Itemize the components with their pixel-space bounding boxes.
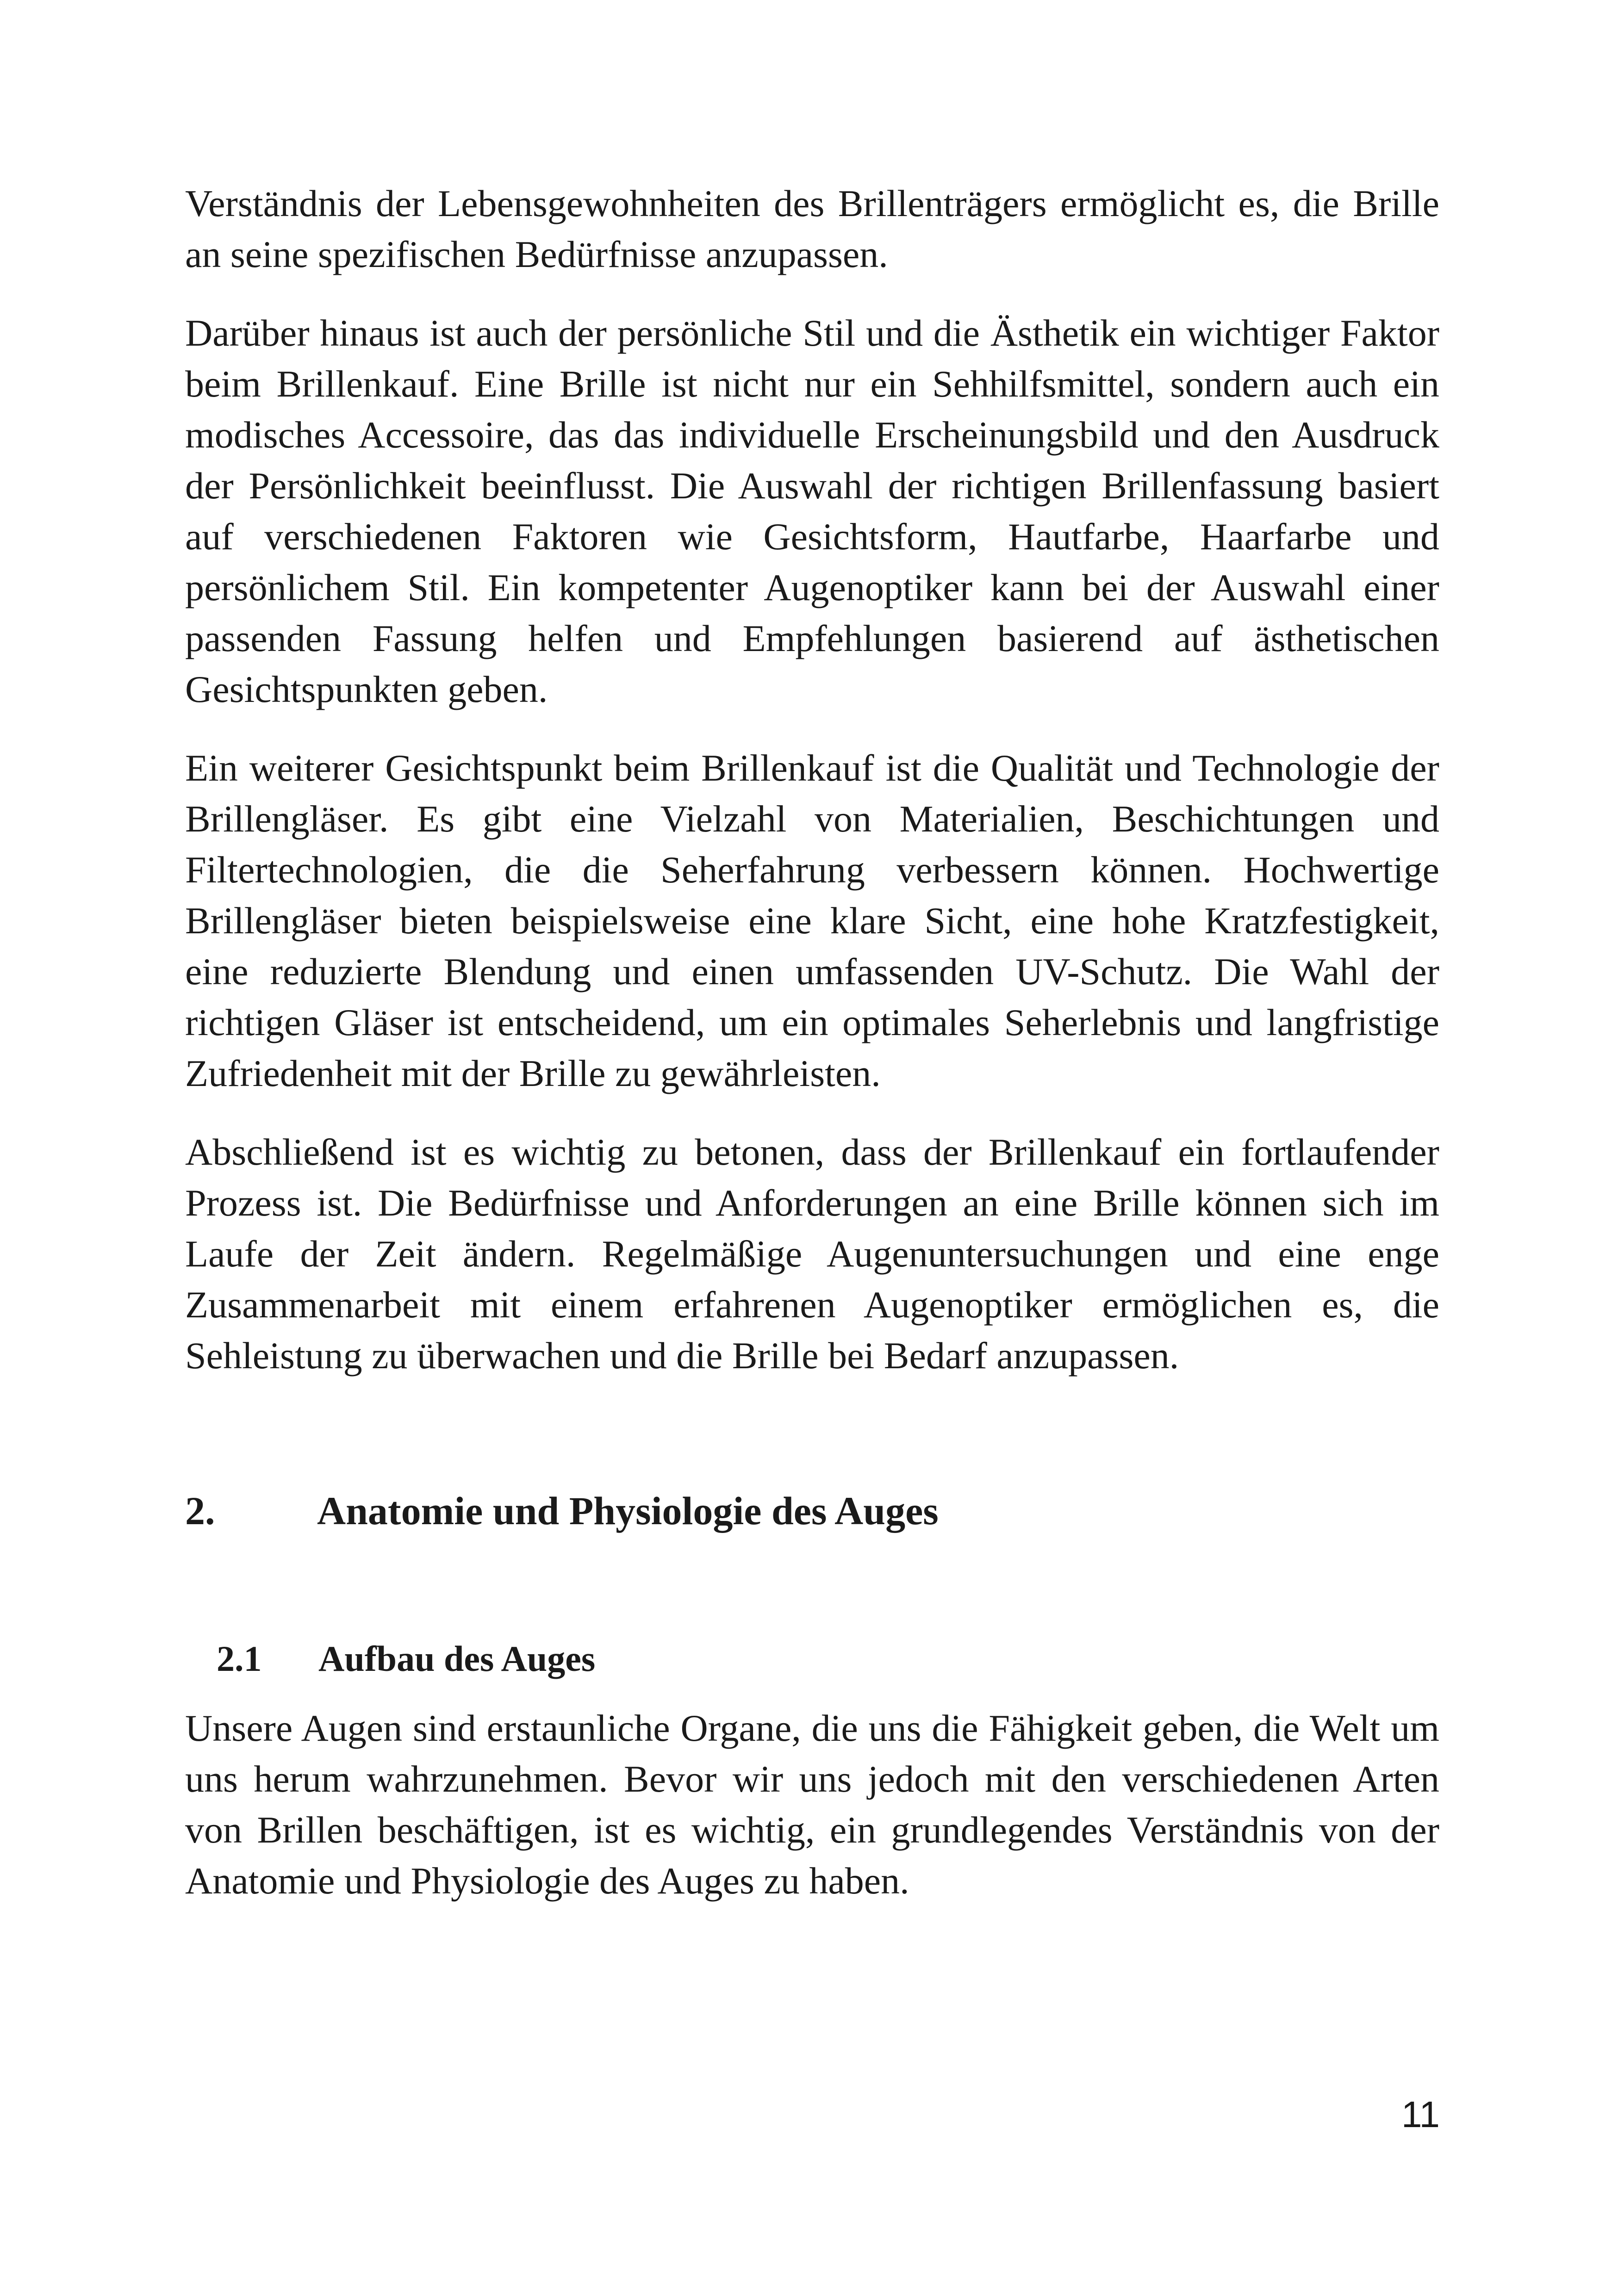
section-heading	[185, 1483, 1439, 1539]
page-number: 11	[1401, 2094, 1440, 2135]
section-number: 2.	[185, 1489, 215, 1533]
body-text	[185, 178, 1439, 1409]
paragraph: Abschließend ist es wichtig zu betonen, dass der Brillenkauf ein fortlaufender Prozess ist. Die Bedürfnisse und Anforderungen an eine Brille können sich im Laufe der Zeit ändern. Regelmäßige Augenuntersuchungen und eine enge Zusammenarbeit mit einem erfahrenen Augenoptiker ermöglichen es, die Sehleistung zu überwachen und die Brille bei Bedarf anzupassen.	[185, 1131, 1439, 1377]
subsection-paragraph: Unsere Augen sind erstaunliche Organe, die uns die Fähigkeit geben, die Welt um uns herum wahrzunehmen. Bevor wir uns jedoch mit den verschiedenen Arten von Brillen beschäftigen, ist es wichtig, ein grundlegendes Verständnis von der Anatomie und Physiologie des Auges zu haben.	[185, 1707, 1439, 1902]
section-title: Anatomie und Physiologie des Auges	[317, 1489, 939, 1533]
paragraph: Darüber hinaus ist auch der persönliche Stil und die Ästhetik ein wichtiger Faktor beim Brillenkauf. Eine Brille ist nicht nur ein Sehhilfsmittel, sondern auch ein modisches Accessoire, das das individuelle Erscheinungsbild und den Ausdruck der Persönlichkeit beeinflusst. Die Auswahl der richtigen Brillenfassung basiert auf verschiedenen Faktoren wie Gesichtsform, Hautfarbe, Haarfarbe und persönlichem Stil. Ein kompetenter Augenoptiker kann bei der Auswahl einer passenden Fassung helfen und Empfehlungen basierend auf ästhetischen Gesichtspunkten geben.	[185, 312, 1439, 710]
paragraph: Ein weiterer Gesichtspunkt beim Brillenkauf ist die Qualität und Technologie der Brillengläser. Es gibt eine Vielzahl von Materialien, Beschichtungen und Filtertechnologien, die die Seherfahrung verbessern können. Hochwertige Brillengläser bieten beispielsweise eine klare Sicht, eine hohe Kratzfestigkeit, eine reduzierte Blendung und einen umfassenden UV-Schutz. Die Wahl der richtigen Gläser ist entscheidend, um ein optimales Seherlebnis und langfristige Zufriedenheit mit der Brille zu gewährleisten.	[185, 747, 1439, 1094]
paragraph: Verständnis der Lebensgewohnheiten des Brillenträgers ermöglicht es, die Brille an seine spezifischen Bedürfnisse anzupassen.	[185, 182, 1439, 275]
subsection-heading	[217, 1633, 1438, 1684]
subsection-title: Aufbau des Auges	[318, 1638, 596, 1679]
subsection-number: 2.1	[217, 1638, 262, 1679]
